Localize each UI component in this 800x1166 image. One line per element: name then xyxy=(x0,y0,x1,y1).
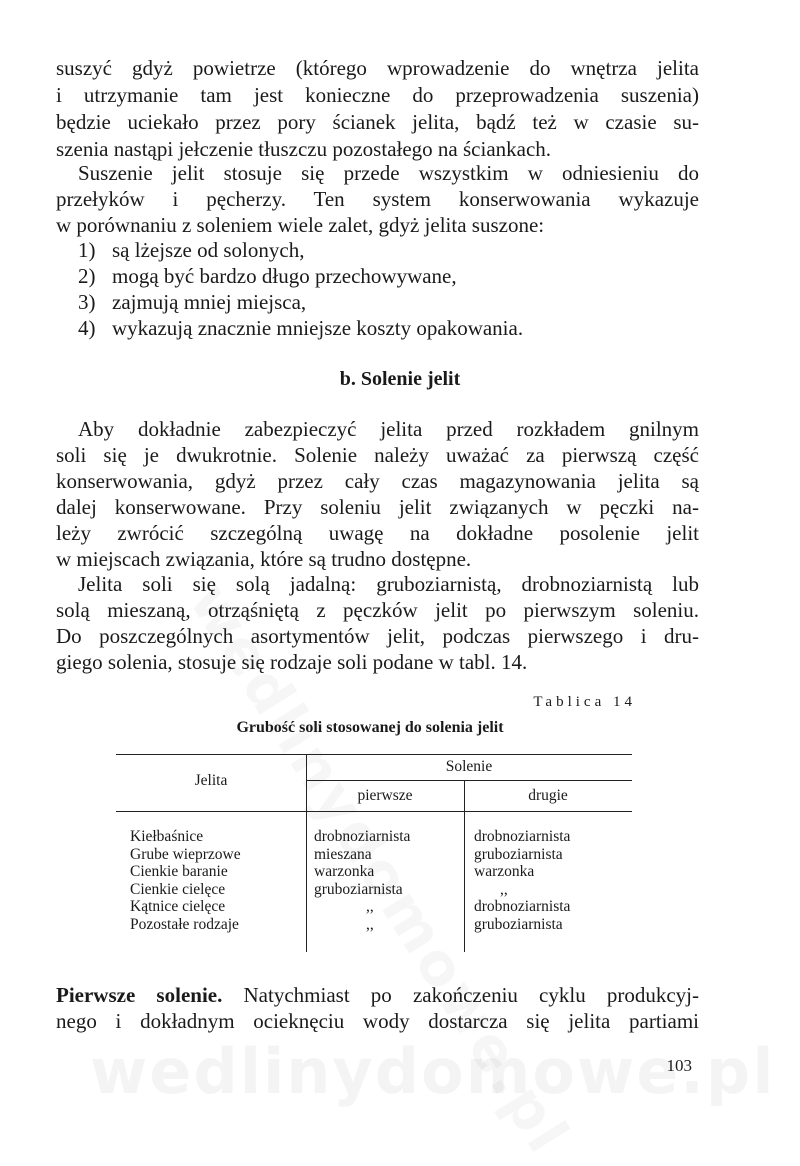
table-top-rule xyxy=(116,754,632,755)
list-number: 2) xyxy=(78,264,96,288)
run-in-heading: Pierwsze solenie. xyxy=(56,983,223,1007)
paragraph-1-line: suszyć gdyż powietrze (którego wprowadzenie do wnętrza jelita xyxy=(56,56,699,80)
paragraph-3-line: w miejscach związania, które są trudno dostępne. xyxy=(56,547,472,571)
column-header-pierwsze: pierwsze xyxy=(357,787,413,804)
paragraph-4-line: Do poszczególnych asortymentów jelit, podczas pierwszego i dru- xyxy=(56,624,699,648)
list-text: są lżejsze od solonych, xyxy=(112,238,305,262)
paragraph-1-line: i utrzymanie tam jest konieczne do przeprowadzenia suszenia) xyxy=(56,83,699,107)
table-cell-jelita: Cienkie baranie xyxy=(130,863,228,881)
table-cell-pierwsze: mieszana xyxy=(314,845,372,863)
paragraph-2-line: przełyków i pęcherzy. Ten system konserwowania wykazuje xyxy=(56,187,699,211)
table-cell-jelita: Pozostałe rodzaje xyxy=(130,916,239,933)
table-cell-pierwsze: ,, xyxy=(366,916,374,933)
list-item xyxy=(78,289,306,315)
salt-table xyxy=(116,754,632,952)
table-cell-drugie: gruboziarnista xyxy=(474,845,563,863)
list-number: 4) xyxy=(78,316,96,340)
paragraph-1-line: szenia nastąpi jełczenie tłuszczu pozostałego na ściankach. xyxy=(56,137,552,161)
table-cell-drugie: drobnoziarnista xyxy=(474,898,571,916)
paragraph-5-text: Natychmiast po zakończeniu cyklu produkcyj- xyxy=(222,983,700,1007)
list-text: mogą być bardzo długo przechowywane, xyxy=(112,264,457,288)
table-title: Grubość soli stosowanej do solenia jelit xyxy=(236,719,504,736)
list-number: 3) xyxy=(78,290,96,314)
list-number: 1) xyxy=(78,238,96,262)
paragraph-2-line: Suszenie jelit stosuje się przede wszystkim w odniesieniu do xyxy=(78,161,699,185)
paragraph-3-line: soli się je dwukrotnie. Solenie należy uważać za pierwszą część xyxy=(56,443,699,467)
table-cell-jelita: Kątnice cielęce xyxy=(130,898,226,916)
table-cell-jelita: Cienkie cielęce xyxy=(130,880,226,898)
page-number: 103 xyxy=(666,1056,692,1075)
table-cell-pierwsze: warzonka xyxy=(314,863,375,881)
table-cell-drugie: drobnoziarnista xyxy=(474,828,571,845)
table-cell-pierwsze: ,, xyxy=(366,898,374,916)
paragraph-3-line: leży zwrócić szczególną uwagę na dokładne posolenie jelit xyxy=(56,521,699,545)
paragraph-4-line: giego solenia, stosuje się rodzaje soli podane w tabl. 14. xyxy=(56,650,528,674)
list-text: zajmują mniej miejsca, xyxy=(112,290,307,314)
column-header-jelita: Jelita xyxy=(194,772,228,789)
column-header-solenie: Solenie xyxy=(445,758,493,775)
table-cell-drugie: gruboziarnista xyxy=(474,916,563,933)
paragraph-4-line: Jelita soli się solą jadalną: gruboziarnistą, drobnoziarnistą lub xyxy=(78,572,699,596)
table-cell-pierwsze: gruboziarnista xyxy=(314,880,403,898)
table-column-divider xyxy=(464,780,465,952)
paragraph-1-line: będzie uciekało przez pory ścianek jelita, bądź też w czasie su- xyxy=(56,110,699,134)
paragraph-3-line: konserwowania, gdyż przez cały czas magazynowania jelita są xyxy=(56,469,699,493)
section-heading: b. Solenie jelit xyxy=(339,368,461,390)
table-label: Tablica 14 xyxy=(533,694,636,710)
table-cell-drugie: ,, xyxy=(500,880,508,898)
list-text: wykazują znacznie mniejsze koszty opakowania. xyxy=(112,316,524,340)
table-cell-drugie: warzonka xyxy=(474,863,535,881)
list-item xyxy=(78,237,304,263)
table-cell-pierwsze: drobnoziarnista xyxy=(314,828,411,845)
list-item xyxy=(78,263,457,289)
table-header-rule xyxy=(116,811,632,812)
paragraph-4-line: solą mieszaną, otrząśniętą z pęczków jelit po pierwszym soleniu. xyxy=(56,598,699,622)
table-cell-jelita: Kiełbaśnice xyxy=(130,828,204,845)
paragraph-5-line xyxy=(56,982,699,1008)
paragraph-3-line: Aby dokładnie zabezpieczyć jelita przed rozkładem gnilnym xyxy=(78,417,699,441)
list-item xyxy=(78,315,523,341)
paragraph-2-line: w porównaniu z soleniem wiele zalet, gdyż jelita suszone: xyxy=(56,213,545,237)
paragraph-3-line: dalej konserwowane. Przy soleniu jelit związanych w pęczki na- xyxy=(56,495,699,519)
table-mid-rule xyxy=(306,780,632,781)
column-header-drugie: drugie xyxy=(528,787,568,804)
table-cell-jelita: Grube wieprzowe xyxy=(130,845,241,863)
paragraph-5-line: nego i dokładnym ocieknęciu wody dostarcza się jelita partiami xyxy=(56,1009,699,1033)
table-column-divider xyxy=(306,754,307,952)
